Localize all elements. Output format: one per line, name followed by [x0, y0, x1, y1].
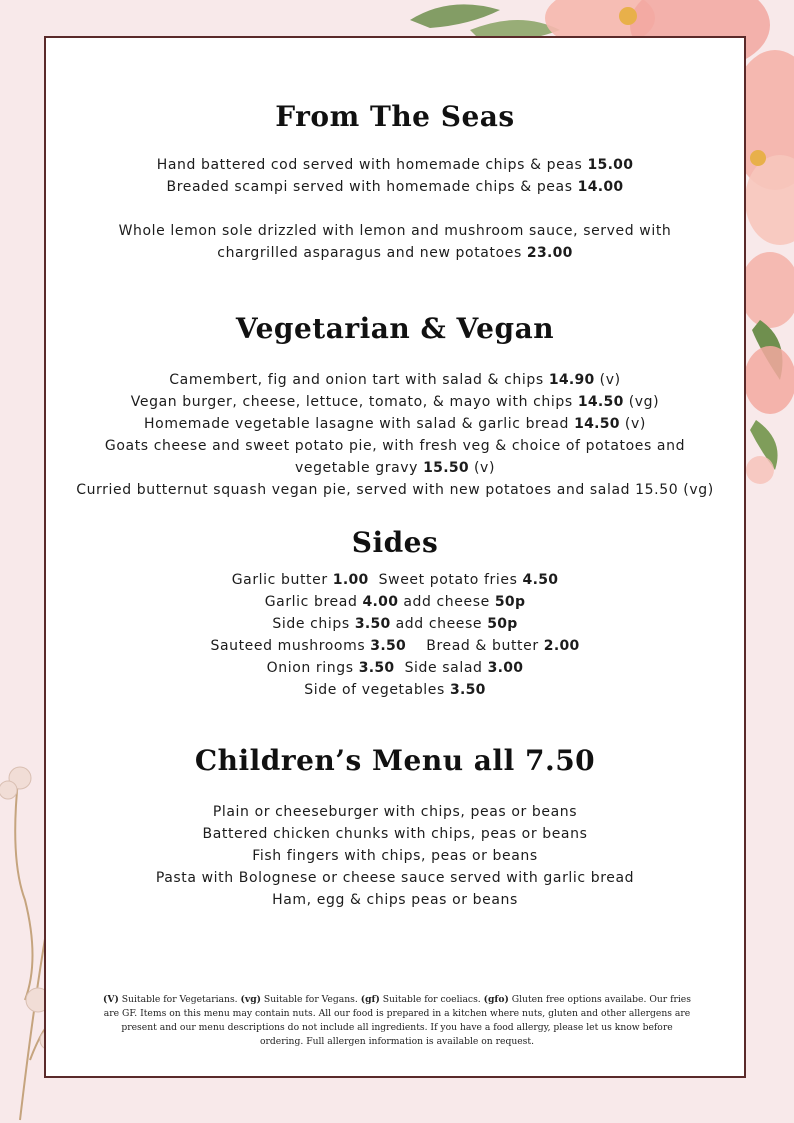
item-price: 14.50: [574, 416, 620, 432]
veg-section: [46, 312, 744, 345]
diet-tag: (v): [474, 460, 496, 476]
allergen-footnote: [101, 993, 693, 1049]
sides-row: [46, 569, 744, 591]
children-section: [46, 744, 744, 777]
side-price: 4.50: [522, 572, 559, 588]
diet-tag: (vg): [628, 394, 660, 410]
list-item: Plain or cheeseburger with chips, peas or beans: [212, 804, 578, 820]
side-price: 50p: [494, 594, 526, 610]
side-text: add cheese: [403, 594, 490, 610]
menu-item: [46, 369, 744, 391]
side-text: Sauteed mushrooms: [210, 638, 366, 654]
legend-text: Suitable for coeliacs.: [382, 994, 481, 1005]
side-price: 4.00: [362, 594, 399, 610]
item-text: Breaded scampi served with homemade chips & peas: [166, 179, 573, 195]
children-items: [46, 801, 744, 911]
sides-row: [46, 613, 744, 635]
item-price: 14.50: [577, 394, 624, 410]
menu-item: [46, 154, 744, 176]
menu-item: [46, 413, 744, 435]
allergen-text: Our fries are GF. Items on this menu may contain nuts. All our food is prepared in a kitchen where nuts, gluten and other allergens are present and our menu descriptions do not include all ingredients. If you have a food allergy, please let us know before ordering. Full allergen information is available on request.: [103, 994, 691, 1047]
item-text: chargrilled asparagus and new potatoes: [217, 245, 522, 261]
diet-tag: (v): [624, 416, 646, 432]
sides-row: [46, 591, 744, 613]
menu-item: [46, 242, 744, 264]
item-text: Curried butternut squash vegan pie, served with new potatoes and salad 15.50 (vg): [76, 482, 714, 498]
item-price: 15.50: [423, 460, 469, 476]
side-price: 3.50: [370, 638, 407, 654]
sides-row: [46, 679, 744, 701]
item-text: Vegan burger, cheese, lettuce, tomato, & mayo with chips: [130, 394, 573, 410]
side-text: Side of vegetables: [304, 682, 445, 698]
seas-items: [46, 154, 744, 198]
side-text: Garlic butter: [231, 572, 328, 588]
legend-key: (vg): [240, 994, 261, 1005]
sides-row: [46, 657, 744, 679]
veg-items: [46, 369, 744, 501]
legend-key: (gfo): [483, 994, 509, 1005]
item-price: 23.00: [526, 245, 573, 261]
side-price: 3.50: [358, 660, 395, 676]
list-item: Battered chicken chunks with chips, peas or beans: [202, 826, 588, 842]
side-text: Side chips: [272, 616, 350, 632]
legend-key: (gf): [360, 994, 380, 1005]
side-text: Sweet potato fries: [378, 572, 518, 588]
legend-text: Suitable for Vegans.: [263, 994, 358, 1005]
side-price: 3.50: [354, 616, 391, 632]
sides-section: [46, 526, 744, 559]
menu-item: [46, 457, 744, 479]
menu-item: [46, 391, 744, 413]
sides-heading: Sides: [351, 526, 439, 559]
legend-key: (V): [103, 994, 119, 1005]
side-price: 50p: [487, 616, 518, 632]
sides-items: [46, 569, 744, 701]
children-heading: Children’s Menu all 7.50: [194, 744, 596, 777]
menu-page: [44, 36, 746, 1078]
side-text: Side salad: [404, 660, 483, 676]
legend-text: Gluten free options availabe.: [511, 994, 647, 1005]
item-text: vegetable gravy: [294, 460, 419, 476]
sole-item: [46, 220, 744, 264]
item-text: Hand battered cod served with homemade chips & peas: [156, 157, 583, 173]
seas-section: [46, 100, 744, 133]
item-price: 14.90: [548, 372, 595, 388]
item-text: Camembert, fig and onion tart with salad & chips: [169, 372, 544, 388]
legend-text: Suitable for Vegetarians.: [121, 994, 238, 1005]
side-price: 1.00: [332, 572, 369, 588]
side-price: 3.00: [487, 660, 524, 676]
side-price: 2.00: [543, 638, 580, 654]
diet-tag: (v): [599, 372, 621, 388]
menu-item: [46, 176, 744, 198]
side-price: 3.50: [449, 682, 486, 698]
side-text: Garlic bread: [264, 594, 358, 610]
item-price: 14.00: [577, 179, 624, 195]
side-text: add cheese: [395, 616, 483, 632]
sides-row: [46, 635, 744, 657]
item-text: Goats cheese and sweet potato pie, with fresh veg & choice of potatoes and: [104, 438, 686, 454]
side-text: Onion rings: [266, 660, 354, 676]
list-item: Fish fingers with chips, peas or beans: [252, 848, 538, 864]
seas-heading: From The Seas: [275, 100, 515, 133]
veg-heading: Vegetarian & Vegan: [235, 312, 555, 345]
side-text: Bread & butter: [426, 638, 539, 654]
item-price: 15.00: [587, 157, 634, 173]
item-text: Whole lemon sole drizzled with lemon and mushroom sauce, served with: [118, 223, 672, 239]
item-text: Homemade vegetable lasagne with salad & garlic bread: [144, 416, 569, 432]
list-item: Pasta with Bolognese or cheese sauce served with garlic bread: [155, 870, 635, 886]
list-item: Ham, egg & chips peas or beans: [272, 892, 518, 908]
